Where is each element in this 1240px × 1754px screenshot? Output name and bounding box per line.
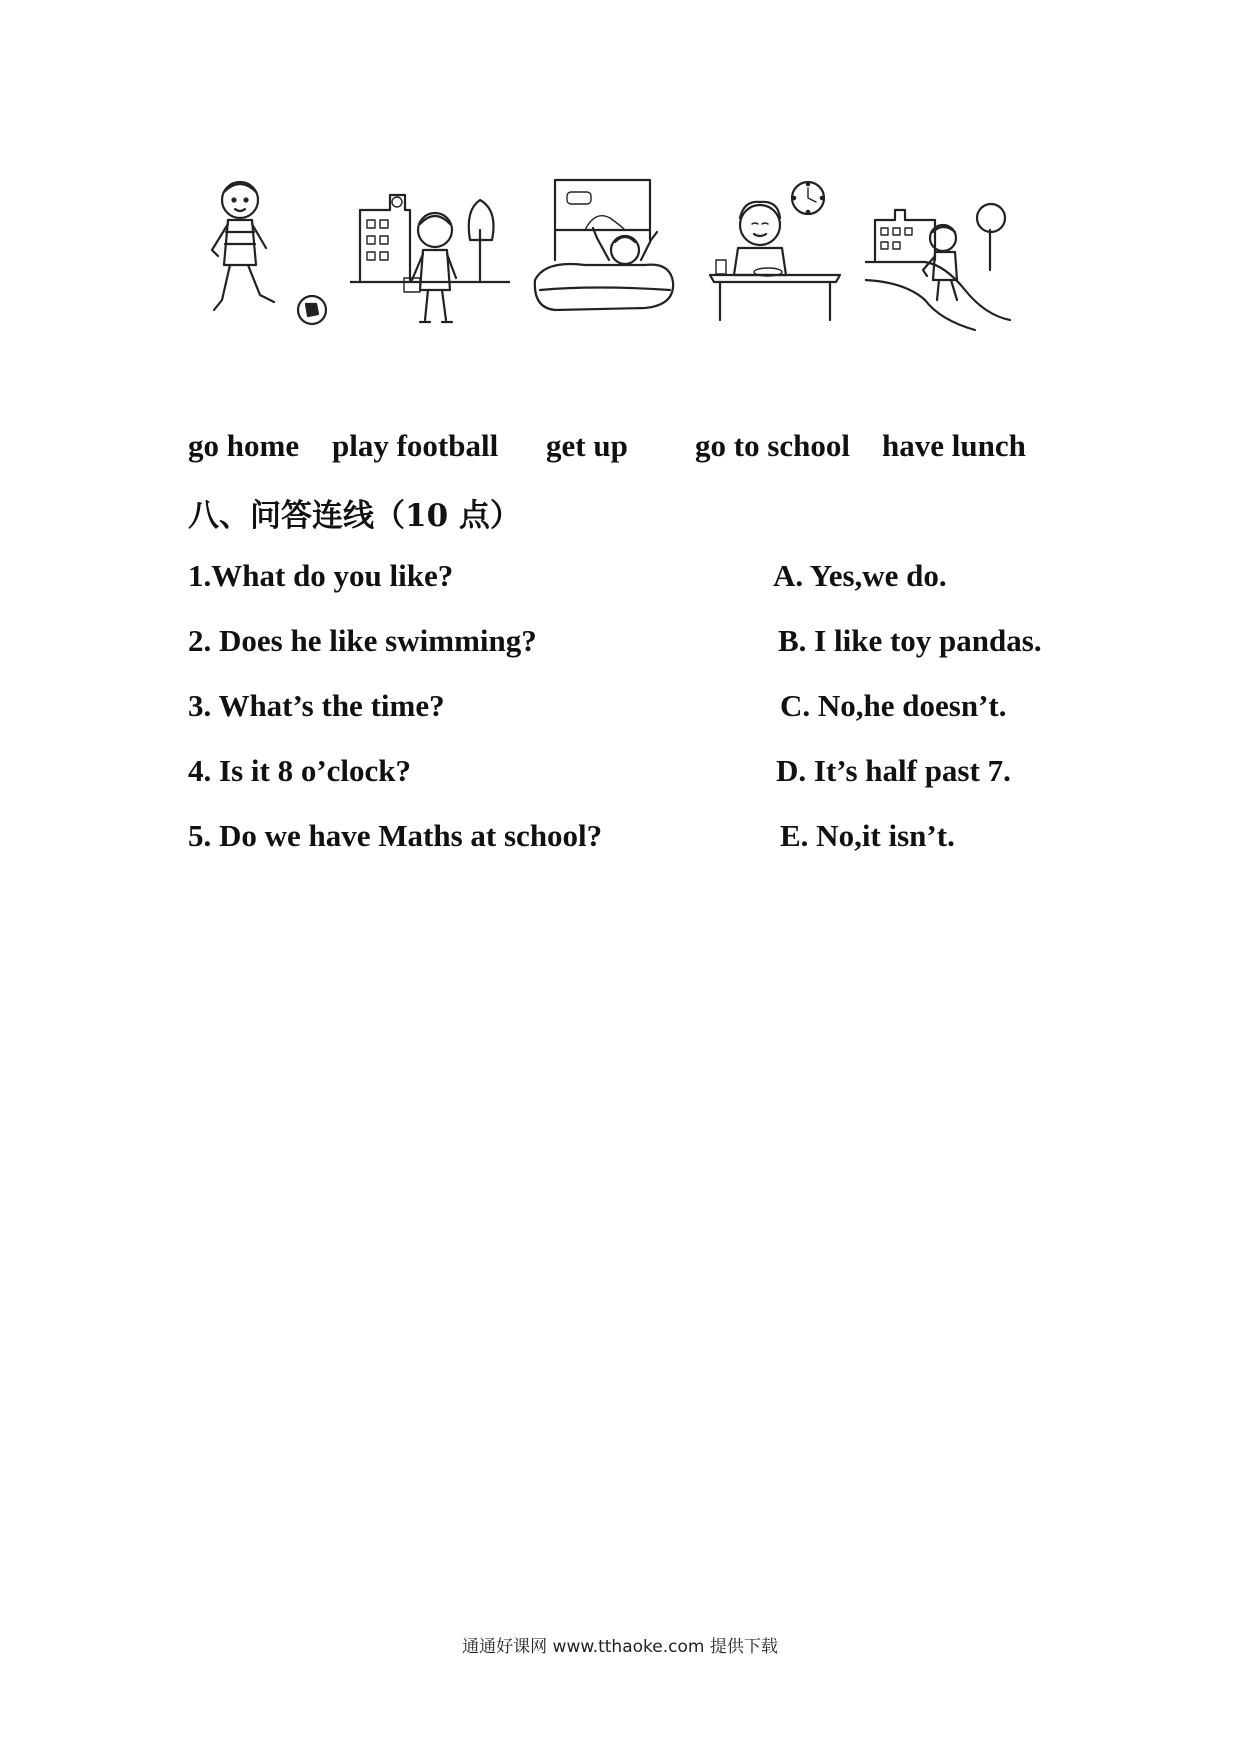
question-3: 3. What’s the time? — [188, 688, 445, 723]
question-5: 5. Do we have Maths at school? — [188, 818, 603, 853]
question-1: 1.What do you like? — [188, 558, 454, 593]
question-4: 4. Is it 8 o’clock? — [188, 753, 412, 788]
footer-source-text: 通通好课网 www.tthaoke.com 提供下载 — [462, 1637, 778, 1657]
question-2: 2. Does he like swimming? — [188, 623, 537, 658]
phrase-play-football: play football — [332, 428, 499, 463]
boy-walking-to-school-illustration — [350, 170, 510, 340]
boy-kicking-football-illustration — [200, 170, 340, 340]
child-walking-home-illustration — [865, 170, 1015, 340]
answer-a: A. Yes,we do. — [773, 558, 947, 593]
phrase-get-up: get up — [546, 428, 628, 463]
phrase-go-home: go home — [188, 428, 300, 463]
answer-c: C. No,he doesn’t. — [780, 688, 1007, 723]
answer-d: D. It’s half past 7. — [776, 753, 1011, 788]
phrase-go-to-school: go to school — [695, 428, 850, 463]
phrase-have-lunch: have lunch — [882, 428, 1026, 463]
answer-e: E. No,it isn’t. — [780, 818, 955, 853]
child-eating-lunch-at-table-illustration — [700, 170, 850, 340]
answer-b: B. I like toy pandas. — [778, 623, 1042, 658]
phrase-word-bank — [188, 428, 1088, 468]
child-in-bed-waking-up-illustration — [525, 170, 680, 340]
section-title: 八、问答连线（10 点） — [188, 498, 521, 534]
